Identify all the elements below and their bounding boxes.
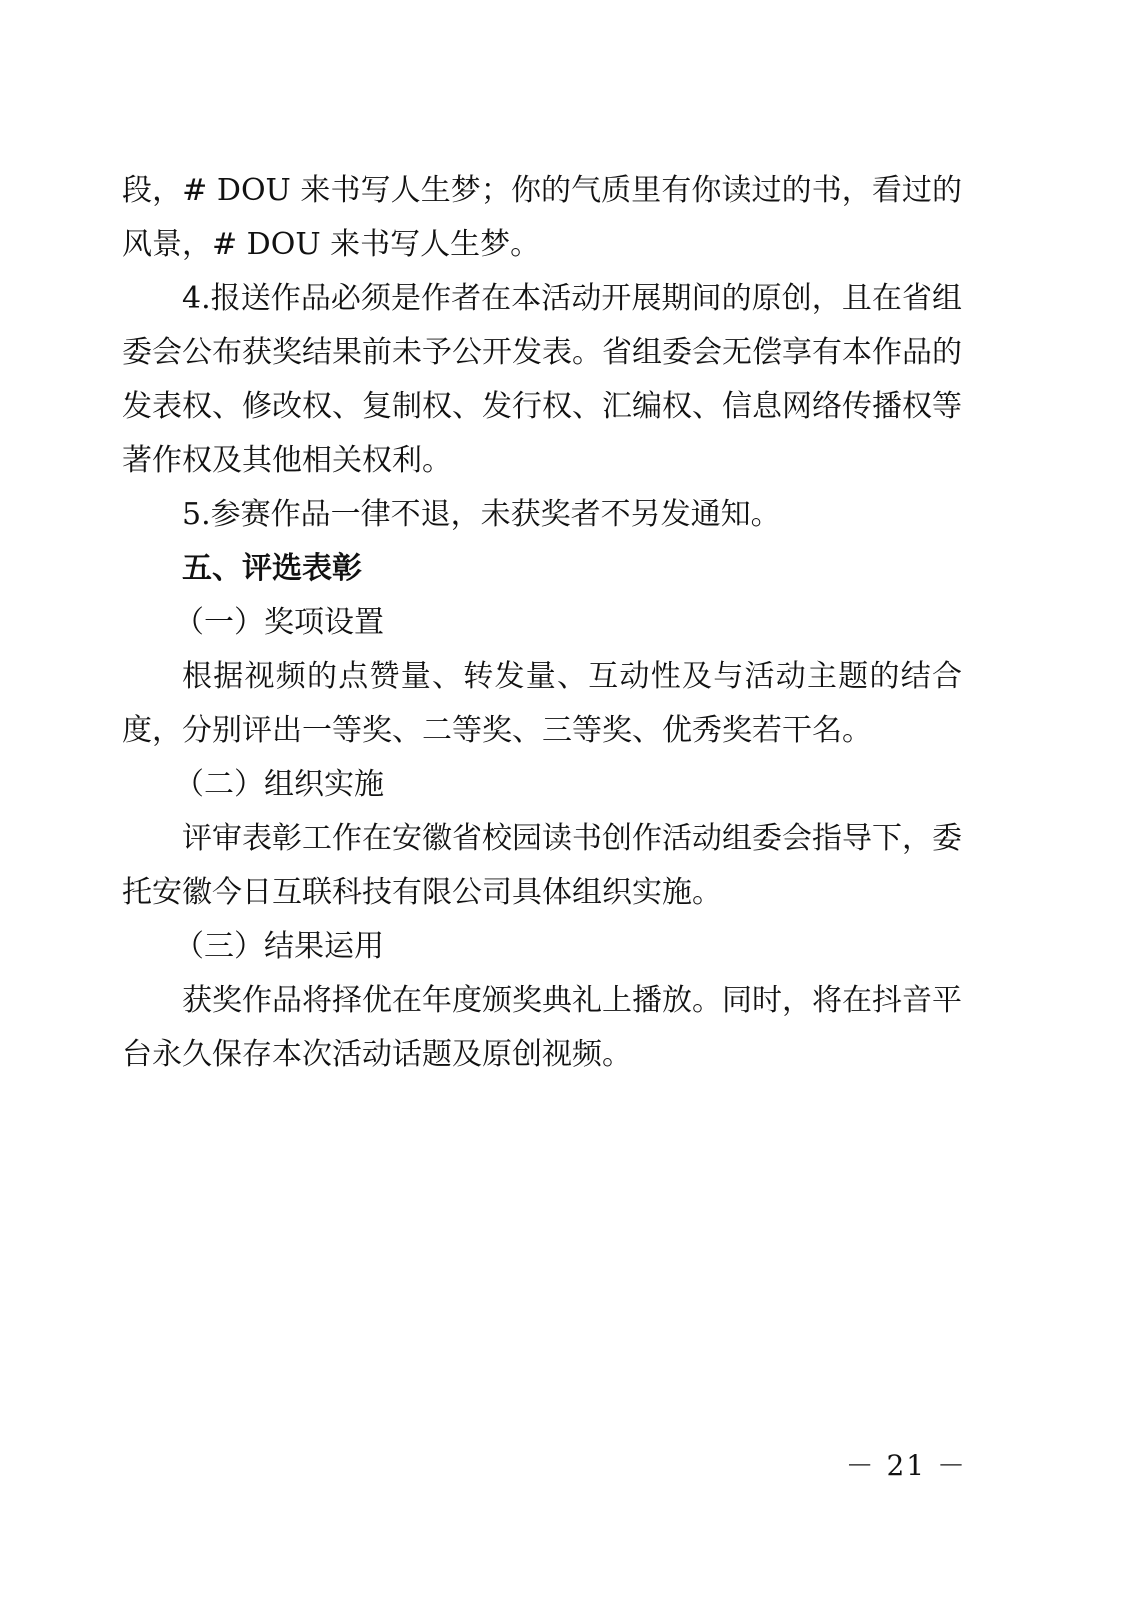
subheading-organization: （二）组织实施 (174, 767, 384, 802)
paragraph-item-4: 4.报送作品必须是作者在本活动开展期间的原创，且在省组委会公布获奖结果前未予公开发表。省组委会无偿享有本作品的发表权、修改权、复制权、发行权、汇编权、信息网络传播权等著作权及其他相关权利。 (122, 281, 962, 478)
section-heading-5: 五、评选表彰 (182, 551, 362, 586)
document-body (122, 164, 962, 1082)
subheading-awards: （一）奖项设置 (174, 605, 384, 640)
paragraph-item-5: 5.参赛作品一律不退，未获奖者不另发通知。 (182, 497, 781, 532)
paragraph-continuation: 段，# DOU 来书写人生梦；你的气质里有你读过的书，看过的风景，# DOU 来书写人生梦。 (122, 173, 962, 262)
paragraph-awards: 根据视频的点赞量、转发量、互动性及与活动主题的结合度，分别评出一等奖、二等奖、三等奖、优秀奖若干名。 (122, 659, 962, 748)
subheading-results: （三）结果运用 (174, 929, 384, 964)
paragraph-results: 获奖作品将择优在年度颁奖典礼上播放。同时，将在抖音平台永久保存本次活动话题及原创视频。 (122, 983, 962, 1072)
paragraph-organization: 评审表彰工作在安徽省校园读书创作活动组委会指导下，委托安徽今日互联科技有限公司具体组织实施。 (122, 821, 962, 910)
page-number: － 21 － (845, 1449, 967, 1482)
